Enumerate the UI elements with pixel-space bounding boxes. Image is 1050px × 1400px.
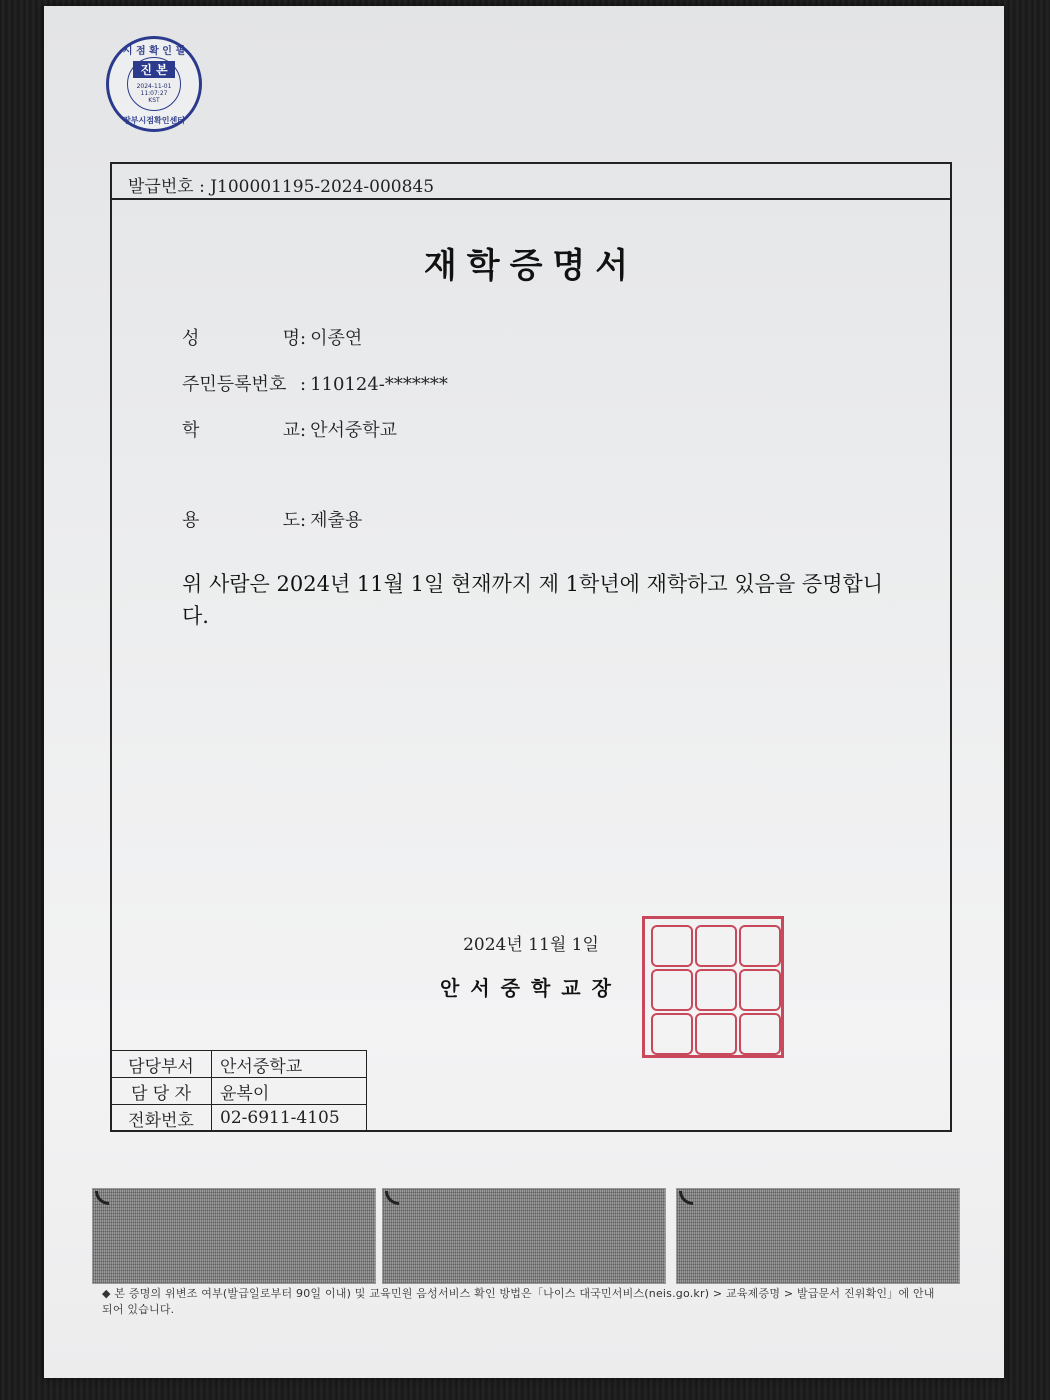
verification-barcode-1 [92,1188,376,1284]
issuer-name: 안서중학교장 [440,976,622,1000]
seal-timestamp: 2024-11-01 11:07:27 KST [136,83,172,104]
name-value: 이종연 [310,328,363,349]
certified-copy-seal [106,36,202,132]
table-row: 담 당 자 윤복이 [111,1078,367,1105]
table-row: 담당부서 안서중학교 [111,1051,367,1078]
school-value: 안서중학교 [310,420,398,441]
verification-barcode-2 [382,1188,666,1284]
certification-statement: 위 사람은 2024년 11월 1일 현재까지 제 1학년에 재학하고 있음을 증명합니다. [182,572,884,628]
contact-table [110,1050,367,1132]
page-title: 재학증명서 [423,246,639,286]
field-resident-id: 주민등록번호 : 110124-******* [182,374,448,395]
issue-date: 2024년 11월 1일 [463,935,599,955]
seal-top-text: 시 점 확 인 필 [122,46,186,57]
field-purpose: 용 도 : 제출용 [182,510,363,531]
field-name: 성 명 : 이종연 [182,328,363,349]
table-row: 전화번호 02-6911-4105 [111,1105,367,1132]
verification-barcode-3 [676,1188,960,1284]
barcode-corner-icon [385,1191,399,1205]
seal-middle-text: 진 본 [133,61,175,78]
footer-note: ◆ 본 증명의 위변조 여부(발급일로부터 90일 이내) 및 교육민원 음성서비스 확인 방법은「나이스 대국민서비스(neis.go.kr) > 교육제증명 > 발급문서 진위확인」에 안내되어 있습니다. [102,1287,935,1316]
resident-id-value: 110124-******* [310,374,448,395]
purpose-value: 제출용 [310,510,363,531]
certificate-paper [44,6,1004,1378]
certificate-frame [110,162,952,1132]
seal-bottom-text: 장부시점확인센터 [123,116,185,125]
school-seal-stamp [642,916,784,1058]
issue-number: 발급번호 : J100001195-2024-000845 [112,164,950,200]
barcode-corner-icon [95,1191,109,1205]
field-school: 학 교 : 안서중학교 [182,420,398,441]
barcode-corner-icon [679,1191,693,1205]
